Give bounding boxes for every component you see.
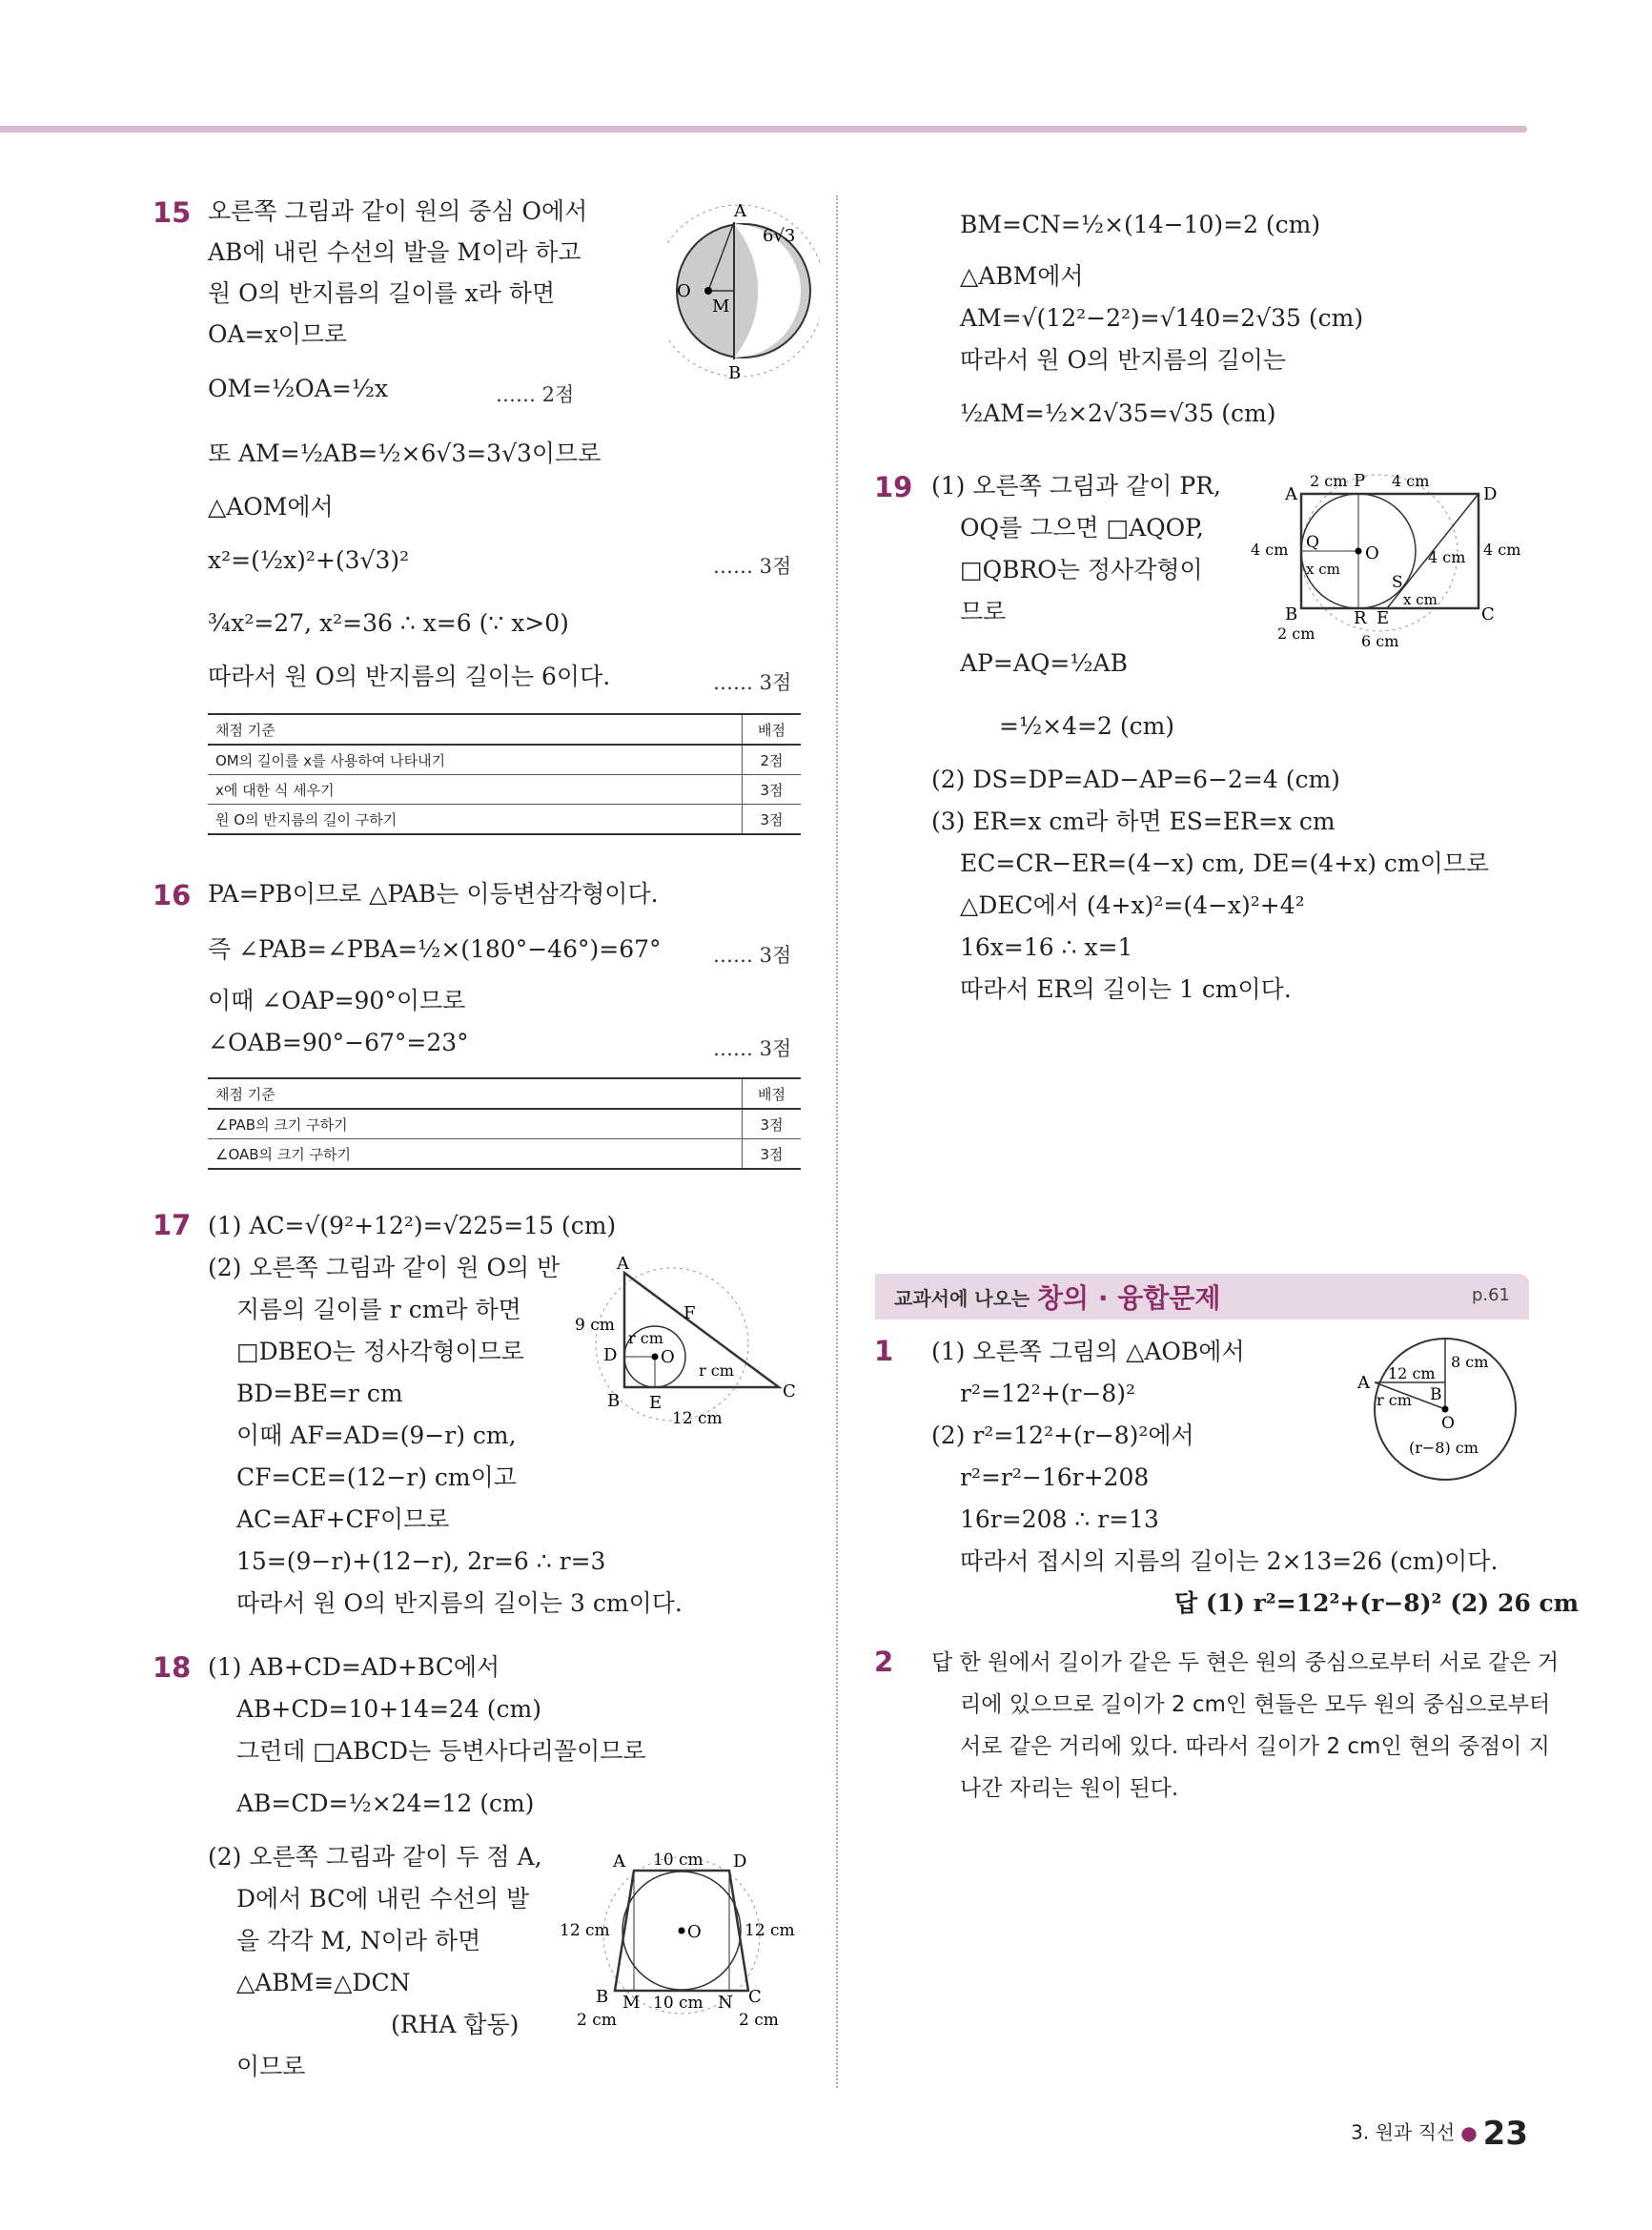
p18-line-3: 그런데 □ABCD는 등변사다리꼴이므로 [236,1737,646,1765]
c1-label-ob: (r−8) cm [1409,1439,1479,1457]
p18-label-a: A [613,1852,625,1872]
p19-label-bc: 6 cm [1361,632,1399,650]
p19-line-12: 따라서 ER의 길이는 1 cm이다. [960,975,1292,1003]
p15-label-len: 6√3 [763,226,796,246]
p17-label-r1: r cm [628,1329,663,1347]
p19-label-ds: 4 cm [1428,548,1466,566]
c1-label-a: A [1357,1373,1370,1393]
p18c-line-3: AM=√(12²−2²)=√140=2√35 (cm) [960,304,1364,332]
p16-rubric-row-2: ∠OAB의 크기 구하기 [208,1139,743,1170]
p15-score-1: …… 2점 [496,383,575,406]
p17-label-e: E [649,1393,663,1413]
creative-2-number: 2 [874,1646,894,1678]
p17-line-7: CF=CE=(12−r) cm이고 [236,1463,517,1491]
p19-line-9: EC=CR−ER=(4−x) cm, DE=(4+x) cm이므로 [960,849,1490,877]
p19-label-ap: 2 cm [1310,472,1348,490]
p15-center [704,287,712,295]
p18-figure [558,1850,806,2031]
p18-label-nc: 2 cm [739,2011,779,2030]
p15-line-4: OA=x이므로 [208,320,348,348]
p16-line-1: PA=PB이므로 △PAB는 이등변삼각형이다. [208,880,659,908]
creative-1-number: 1 [874,1335,894,1367]
p15-rubric-score-1: 2점 [743,745,802,775]
p18-label-n: N [718,1993,733,2013]
c1-line-5: 16r=208 ∴ r=13 [960,1505,1159,1533]
p17-label-r2: r cm [699,1361,734,1380]
column-divider [836,195,838,2088]
p18-line-10: 이므로 [236,2053,306,2080]
p18-label-c: C [748,1987,762,2007]
p19-line-11: 16x=16 ∴ x=1 [960,933,1133,961]
p15-label-a: A [734,201,746,221]
c1-answer: 답 (1) r²=12²+(r−8)² (2) 26 cm [1174,1589,1580,1617]
p16-rubric-header-score: 배점 [743,1078,802,1109]
p17-label-c: C [783,1381,796,1401]
c1-label-b: B [1430,1385,1442,1404]
p15-label-b: B [728,363,742,383]
p16-rubric-header: 채점 기준 [208,1078,743,1109]
p17-line-2: (2) 오른쪽 그림과 같이 원 O의 반 [208,1254,561,1281]
p17-label-ad: 9 cm [575,1316,615,1335]
section-banner [875,1274,1529,1320]
p15-line-6: 또 AM=½AB=½×6√3=3√3이므로 [208,440,602,467]
p15-label-m: M [712,297,730,317]
p15-line-10: 따라서 원 O의 반지름의 길이는 6이다. [208,663,611,690]
banner-page-ref: p.61 [1471,1285,1510,1305]
c1-line-4: r²=r²−16r+208 [960,1463,1150,1491]
p19-label-right: 4 cm [1483,541,1521,559]
p15-rubric-header: 채점 기준 [208,714,743,745]
page-footer [1351,2115,1528,2153]
p19-label-xcm2: x cm [1403,591,1438,608]
p17-line-8: AC=AF+CF이므로 [236,1505,450,1533]
p19-label-pd: 4 cm [1392,472,1430,490]
p19-line-6: =½×4=2 (cm) [999,712,1175,740]
banner-title: 창의 · 융합문제 [1037,1282,1221,1314]
p18-label-bm: 2 cm [577,2011,617,2030]
c1-figure [1354,1335,1535,1497]
c1-label-o: O [1441,1414,1455,1433]
p18-label-left: 12 cm [560,1921,610,1940]
p19-line-2: OQ를 그으면 □AQOP, [960,514,1204,542]
p15-rubric-row-1: OM의 길이를 x를 사용하여 나타내기 [208,745,743,775]
p19-label-br: 2 cm [1277,624,1315,643]
p18-label-b: B [596,1987,609,2007]
p19-label-a: A [1285,484,1297,504]
p18-label-right: 12 cm [744,1921,795,1940]
p17-figure [567,1254,806,1444]
p19-line-5: AP=AQ=½AB [960,649,1128,677]
p16-rubric-score-2: 3점 [743,1139,802,1170]
c2-line-4: 나간 자리는 원이 된다. [960,1776,1179,1801]
p15-figure [667,195,820,386]
p15-line-9: ¾x²=27, x²=36 ∴ x=6 (∵ x>0) [208,609,569,637]
p16-rubric-score-1: 3점 [743,1109,802,1139]
p18c-line-1: BM=CN=½×(14−10)=2 (cm) [960,211,1321,238]
p17-line-3: 지름의 길이를 r cm라 하면 [236,1296,521,1323]
p18-label-d: D [733,1852,747,1872]
p17-label-b: B [607,1391,621,1411]
c2-line-1: 답 한 원에서 길이가 같은 두 현은 원의 중심으로부터 서로 같은 거 [931,1650,1560,1675]
problem-19-number: 19 [874,471,913,503]
c1-line-6: 따라서 접시의 지름의 길이는 2×13=26 (cm)이다. [960,1547,1499,1575]
p16-line-4: ∠OAB=90°−67°=23° [208,1029,469,1056]
c1-center [1442,1406,1449,1413]
c1-line-1: (1) 오른쪽 그림의 △AOB에서 [931,1338,1245,1365]
p17-line-6: 이때 AF=AD=(9−r) cm, [236,1422,517,1449]
p18-line-4: AB=CD=½×24=12 (cm) [236,1790,535,1817]
p18-center [679,1928,685,1934]
p18c-line-2: △ABM에서 [960,262,1084,290]
p16-rubric-row-1: ∠PAB의 크기 구하기 [208,1109,743,1139]
footer-section: 3. 원과 직선 [1351,2120,1456,2144]
p17-label-o: O [661,1347,675,1367]
problem-15-number: 15 [153,196,192,229]
top-decor-bar [0,126,1527,133]
p16-line-3: 이때 ∠OAP=90°이므로 [208,987,466,1014]
p19-label-s: S [1392,573,1403,592]
p15-line-2: AB에 내린 수선의 발을 M이라 하고 [208,238,581,266]
p19-label-xcm1: x cm [1306,561,1340,578]
problem-17-number: 17 [153,1209,192,1241]
p15-score-2: …… 3점 [713,555,792,578]
p19-line-8: (3) ER=x cm라 하면 ES=ER=x cm [931,808,1336,835]
p15-rubric-score-2: 3점 [743,775,802,805]
p17-label-f: F [683,1303,696,1323]
p17-center [652,1354,659,1361]
c2-line-3: 서로 같은 거리에 있다. 따라서 길이가 2 cm인 현의 중점이 지 [960,1734,1550,1759]
p15-rubric-score-3: 3점 [743,805,802,835]
banner-prefix: 교과서에 나오는 [894,1287,1030,1310]
c1-label-top: 8 cm [1451,1353,1489,1371]
p18-label-mn: 10 cm [653,1994,704,2013]
p18-line-2: AB+CD=10+14=24 (cm) [236,1695,541,1723]
p17-label-bc: 12 cm [672,1409,723,1428]
p16-rubric-table [208,1077,801,1170]
p17-label-d: D [603,1345,618,1365]
p19-line-3: □QBRO는 정사각형이 [960,556,1203,583]
p15-line-7: △AOM에서 [208,493,334,521]
p17-line-4: □DBEO는 정사각형이므로 [236,1338,524,1365]
problem-16-number: 16 [153,879,192,911]
p15-rubric-header-score: 배점 [743,714,802,745]
p19-line-7: (2) DS=DP=AD−AP=6−2=4 (cm) [931,766,1340,793]
p18-label-m: M [622,1993,641,2013]
p19-label-q: Q [1306,533,1319,552]
p15-line-8: x²=(½x)²+(3√3)² [208,546,410,574]
p19-label-b: B [1285,604,1298,624]
p16-score-2: …… 3점 [713,1037,792,1060]
p18c-line-4: 따라서 원 O의 반지름의 길이는 [960,346,1287,374]
p18-line-9: (RHA 합동) [391,2011,520,2038]
p15-rubric-row-3: 원 O의 반지름의 길이 구하기 [208,805,743,835]
p18-line-7: 을 각각 M, N이라 하면 [236,1927,481,1954]
p15-rubric-row-2: x에 대한 식 세우기 [208,775,743,805]
p18c-line-5: ½AM=½×2√35=√35 (cm) [960,399,1276,427]
p19-line-1: (1) 오른쪽 그림과 같이 PR, [931,472,1221,500]
p17-line-1: (1) AC=√(9²+12²)=√225=15 (cm) [208,1212,617,1239]
c2-line-2: 리에 있으므로 길이가 2 cm인 현들은 모두 원의 중심으로부터 [960,1692,1551,1717]
c1-label-ab: 12 cm [1388,1364,1436,1382]
p18-line-5: (2) 오른쪽 그림과 같이 두 점 A, [208,1843,542,1871]
p19-figure [1249,467,1525,658]
p19-line-4: 므로 [960,598,1007,625]
p17-line-9: 15=(9−r)+(12−r), 2r=6 ∴ r=3 [236,1547,606,1575]
p18-line-8: △ABM≡△DCN [236,1969,411,1996]
p15-rubric-table [208,713,801,835]
p19-label-d: D [1483,484,1498,504]
p17-line-10: 따라서 원 O의 반지름의 길이는 3 cm이다. [236,1589,683,1617]
p19-label-r: R [1354,608,1367,628]
p17-line-5: BD=BE=r cm [236,1380,403,1407]
p18-line-1: (1) AB+CD=AD+BC에서 [208,1653,500,1681]
p19-center [1356,548,1362,555]
problem-18-number: 18 [153,1651,192,1684]
p18-line-6: D에서 BC에 내린 수선의 발 [236,1885,530,1913]
p19-label-left: 4 cm [1251,541,1289,559]
p17-label-a: A [617,1254,629,1274]
p18-label-top: 10 cm [653,1851,704,1870]
p19-label-c: C [1481,604,1495,624]
footer-bullet-icon: ● [1460,2120,1478,2144]
page-number: 23 [1482,2115,1528,2153]
p19-label-e: E [1377,608,1390,628]
c1-line-2: r²=12²+(r−8)² [960,1380,1136,1407]
p15-line-1: 오른쪽 그림과 같이 원의 중심 O에서 [208,197,588,225]
p18-label-o: O [687,1922,702,1942]
p19-label-o: O [1365,543,1379,563]
p16-line-2: 즉 ∠PAB=∠PBA=½×(180°−46°)=67° [208,935,662,963]
p16-score-1: …… 3점 [713,944,792,967]
p15-label-o: O [677,281,691,301]
p15-score-3: …… 3점 [713,671,792,694]
p15-line-5: OM=½OA=½x [208,375,389,402]
c1-label-r: r cm [1377,1391,1412,1409]
p19-label-p: P [1354,471,1366,491]
c1-line-3: (2) r²=12²+(r−8)²에서 [931,1422,1194,1449]
p15-line-3: 원 O의 반지름의 길이를 x라 하면 [208,279,556,307]
p19-line-10: △DEC에서 (4+x)²=(4−x)²+4² [960,891,1305,919]
